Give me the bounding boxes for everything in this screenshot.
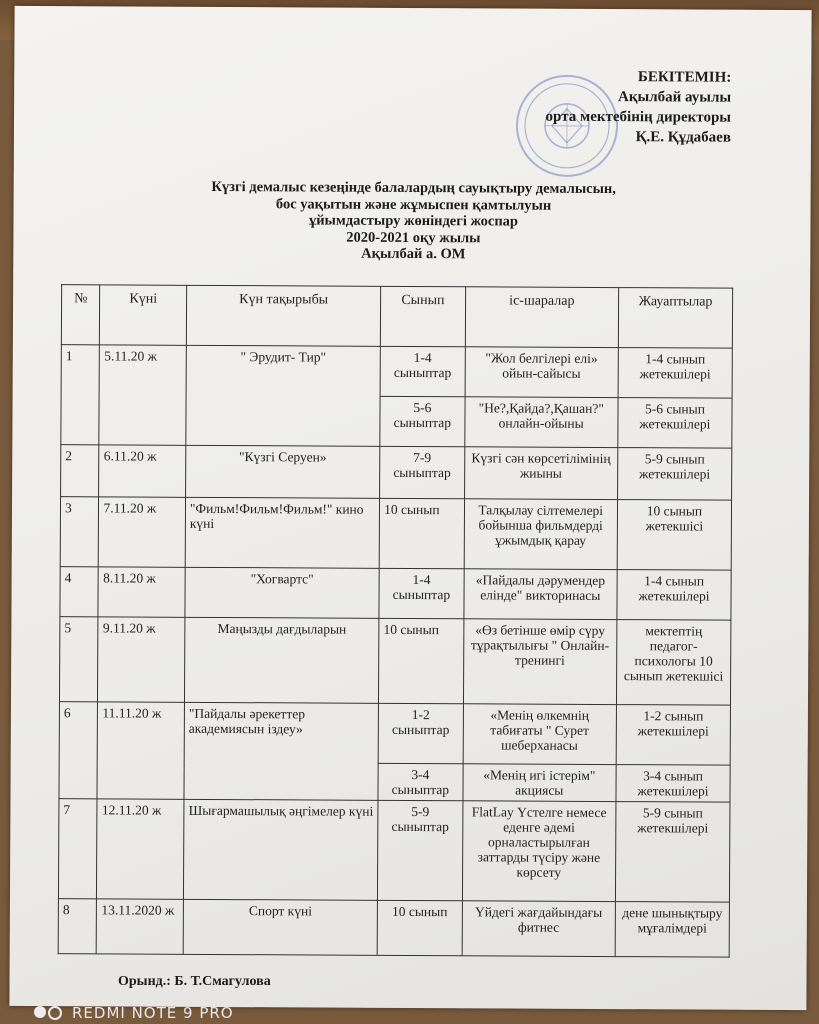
row-responsible: 3-4 сынып жетекшілері: [616, 765, 730, 803]
header-class: Сынып: [380, 286, 465, 346]
row-topic: "Күзгі Серуен»: [185, 445, 379, 498]
table-row: [58, 799, 730, 903]
document-title: [113, 178, 713, 264]
row-responsible: 5-9 сынып жетекшілері: [618, 448, 732, 501]
row-topic: "Пайдалы әрекеттер академиясын іздеу»: [184, 702, 379, 800]
row-responsible: 1-4 сынып жетекшілері: [618, 348, 732, 399]
row-topic: "Фильм!Фильм!Фильм!" кино күні: [185, 497, 380, 568]
row-event: "Жол белгілері елі» ойын-сайысы: [465, 347, 619, 398]
row-date: 7.11.20 ж: [99, 497, 186, 567]
row-class: 10 сынып: [379, 498, 464, 568]
header-number: №: [61, 285, 100, 345]
row-date: 5.11.20 ж: [99, 345, 186, 445]
row-topic: Маңызды дағдыларын: [184, 617, 379, 703]
row-number: 2: [61, 445, 100, 497]
table-row: [60, 497, 731, 571]
row-event: «Менің өлкемнің табиғаты " Сурет шеберханасы: [463, 704, 617, 765]
header-topic: Күн тақырыбы: [186, 285, 381, 346]
row-responsible: дене шынықтыру мұғалімдері: [615, 902, 729, 958]
row-responsible: 5-6 сынып жетекшілері: [618, 398, 732, 449]
row-date: 11.11.20 ж: [97, 702, 184, 799]
table-row: [58, 899, 729, 958]
row-number: 8: [58, 899, 97, 954]
row-class: 3-4 сыныптар: [378, 763, 463, 800]
row-event: «Пайдалы дәрумендер елінде" викторинасы: [463, 569, 617, 620]
row-event: «Менің игі істерім" акциясы: [463, 764, 617, 802]
title-line-3: ұйымдастыру жөніндегі жоспар: [308, 212, 519, 230]
title-line-4: 2020-2021 оқу жылы: [346, 229, 481, 246]
row-responsible: 5-9 сынып жетекшілері: [615, 802, 730, 903]
executor-signature: Орынд.: Б. Т.Смагулова: [118, 974, 271, 989]
row-class: 10 сынып: [377, 900, 462, 955]
row-topic: Шығармашылық әңгімелер күні: [183, 799, 378, 900]
row-date: 6.11.20 ж: [99, 445, 186, 497]
row-responsible: 1-2 сынып жетекшілері: [616, 705, 730, 766]
camera-dots-icon: [34, 1006, 62, 1020]
table-row: [59, 702, 730, 766]
table-row: [61, 345, 732, 399]
approval-village: Ақылбай ауылы: [618, 89, 732, 106]
row-date: 12.11.20 ж: [97, 799, 184, 899]
approval-director: Қ.Е. Құдабаев: [635, 129, 731, 146]
row-topic: " Эрудит- Тир": [186, 345, 381, 446]
row-event: Талқылау сілтемелері бойынша фильмдерді ұжымдық қарау: [464, 499, 618, 570]
row-topic: "Хогвартс": [185, 567, 379, 618]
title-line-1: Күзгі демалыс кезеңінде балалардың сауықтыру демалысын,: [211, 178, 616, 198]
row-event: «Өз бетінше өмір сүру тұрақтылығы " Онлайн-тренингі: [463, 619, 617, 705]
row-class: 1-4 сыныптар: [380, 346, 465, 396]
row-number: 6: [59, 702, 98, 799]
row-responsible: 1-4 сынып жетекшілері: [617, 570, 731, 621]
table-header-row: [61, 285, 732, 349]
approval-block: [545, 67, 731, 148]
row-number: 3: [60, 497, 99, 567]
plan-table: [58, 284, 733, 958]
row-class: 5-9 сыныптар: [378, 800, 463, 900]
header-date: Күні: [100, 285, 187, 345]
table-row: [59, 617, 730, 706]
approval-heading: БЕКІТЕМІН:: [637, 69, 732, 86]
row-class: 10 сынып: [379, 618, 464, 703]
row-date: 8.11.20 ж: [98, 567, 185, 617]
row-class: 7-9 сыныптар: [380, 446, 465, 498]
row-class: 5-6 сыныптар: [380, 396, 465, 446]
table-row: [61, 445, 732, 501]
row-responsible: мектептің педагог-психологы 10 сынып жетекшісі: [616, 620, 730, 706]
row-date: 9.11.20 ж: [98, 617, 185, 702]
header-events: іс-шаралар: [465, 287, 619, 348]
row-event: FlatLay Үстелге немесе еденге әдемі орналастырылған заттарды түсіру және көрсету: [462, 801, 616, 902]
camera-watermark: [34, 1004, 234, 1022]
row-number: 4: [60, 567, 99, 617]
row-class: 1-2 сыныптар: [378, 703, 463, 763]
row-date: 13.11.2020 ж: [97, 899, 184, 954]
row-number: 7: [58, 799, 97, 899]
row-event: Үйдегі жағдайындағы фитнес: [462, 901, 616, 957]
title-line-5: Ақылбай а. ОМ: [361, 245, 466, 263]
document-sheet: [9, 6, 811, 1010]
row-event: Күзгі сән көрсетілімінің жиыны: [464, 447, 618, 500]
table-row: [60, 567, 731, 621]
title-line-2: бос уақытын және жұмыспен қамтылуын: [275, 195, 552, 214]
header-responsible: Жауаптылар: [618, 288, 732, 349]
approval-position: орта мектебінің директоры: [545, 108, 732, 126]
row-number: 1: [61, 345, 100, 445]
watermark-text: REDMI NOTE 9 PRO: [72, 1004, 234, 1022]
row-number: 5: [59, 617, 98, 702]
row-responsible: 10 сынып жетекшісі: [617, 500, 731, 571]
row-topic: Спорт күні: [183, 899, 377, 955]
row-class: 1-4 сыныптар: [379, 568, 464, 618]
row-event: "Не?,Қайда?,Қашан?" онлайн-ойыны: [464, 397, 618, 448]
